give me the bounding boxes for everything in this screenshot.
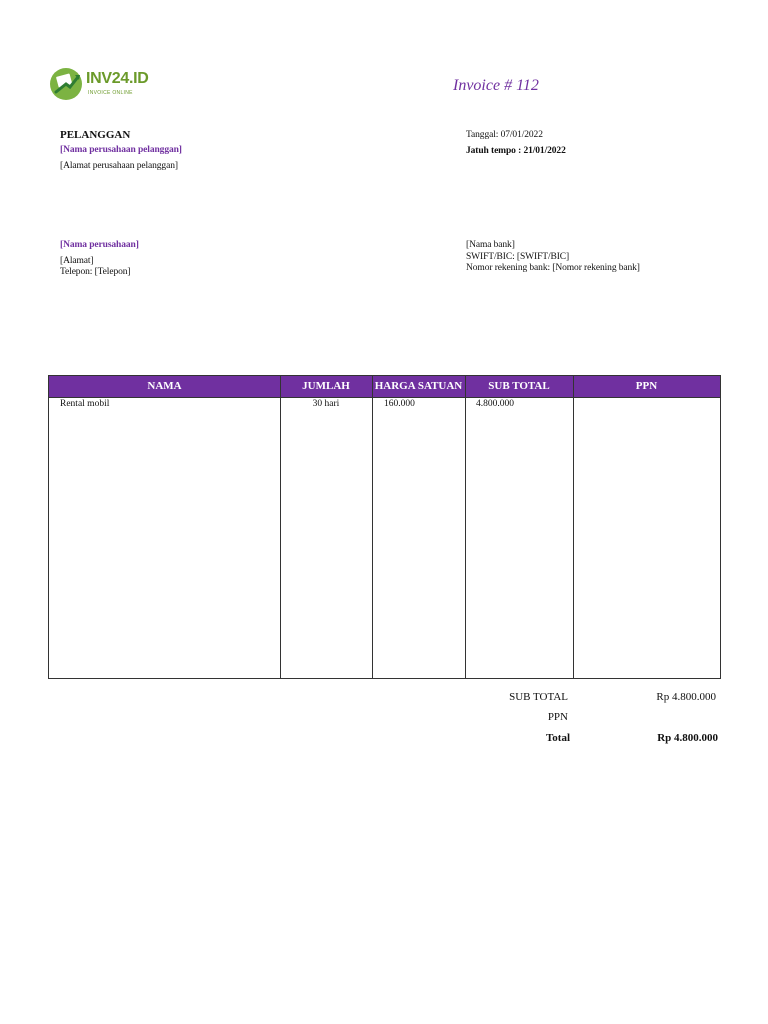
subtotal-value: Rp 4.800.000 [656, 691, 716, 703]
customer-address: [Alamat perusahaan pelanggan] [60, 161, 178, 171]
items-table [48, 375, 721, 679]
subtotal-label: SUB TOTAL [509, 691, 568, 703]
logo-tagline: INVOICE ONLINE [88, 90, 133, 96]
bank-name: [Nama bank] [466, 240, 515, 250]
column-divider [372, 376, 373, 678]
sender-phone: Telepon: [Telepon] [60, 267, 131, 277]
column-divider [465, 376, 466, 678]
cell-sub-total: 4.800.000 [476, 399, 514, 409]
company-logo [48, 66, 158, 102]
column-divider [573, 376, 574, 678]
issue-date: Tanggal: 07/01/2022 [466, 130, 543, 140]
ppn-label: PPN [547, 711, 568, 723]
column-header-nama: NAMA [147, 380, 182, 392]
total-value: Rp 4.800.000 [657, 732, 718, 744]
table-header [49, 376, 720, 398]
logo-mark-icon [48, 66, 84, 102]
column-header-jumlah: JUMLAH [302, 380, 350, 392]
cell-jumlah: 30 hari [312, 399, 340, 409]
cell-nama: Rental mobil [60, 399, 110, 409]
due-date: Jatuh tempo : 21/01/2022 [466, 146, 566, 156]
column-header-ppn: PPN [635, 380, 658, 392]
column-divider [280, 376, 281, 678]
column-header-harga-satuan: HARGA SATUAN [374, 380, 463, 392]
customer-company: [Nama perusahaan pelanggan] [60, 145, 182, 155]
sender-company: [Nama perusahaan] [60, 240, 139, 250]
logo-brand: INV24.ID [86, 70, 149, 87]
total-label: Total [545, 732, 570, 744]
column-header-sub-total: SUB TOTAL [488, 380, 550, 392]
cell-harga-satuan: 160.000 [384, 399, 415, 409]
bank-swift: SWIFT/BIC: [SWIFT/BIC] [466, 252, 570, 262]
sender-address: [Alamat] [60, 256, 94, 266]
customer-heading: PELANGGAN [60, 129, 131, 141]
invoice-title: Invoice # 112 [453, 77, 539, 94]
bank-account: Nomor rekening bank: [Nomor rekening bank] [466, 263, 640, 273]
